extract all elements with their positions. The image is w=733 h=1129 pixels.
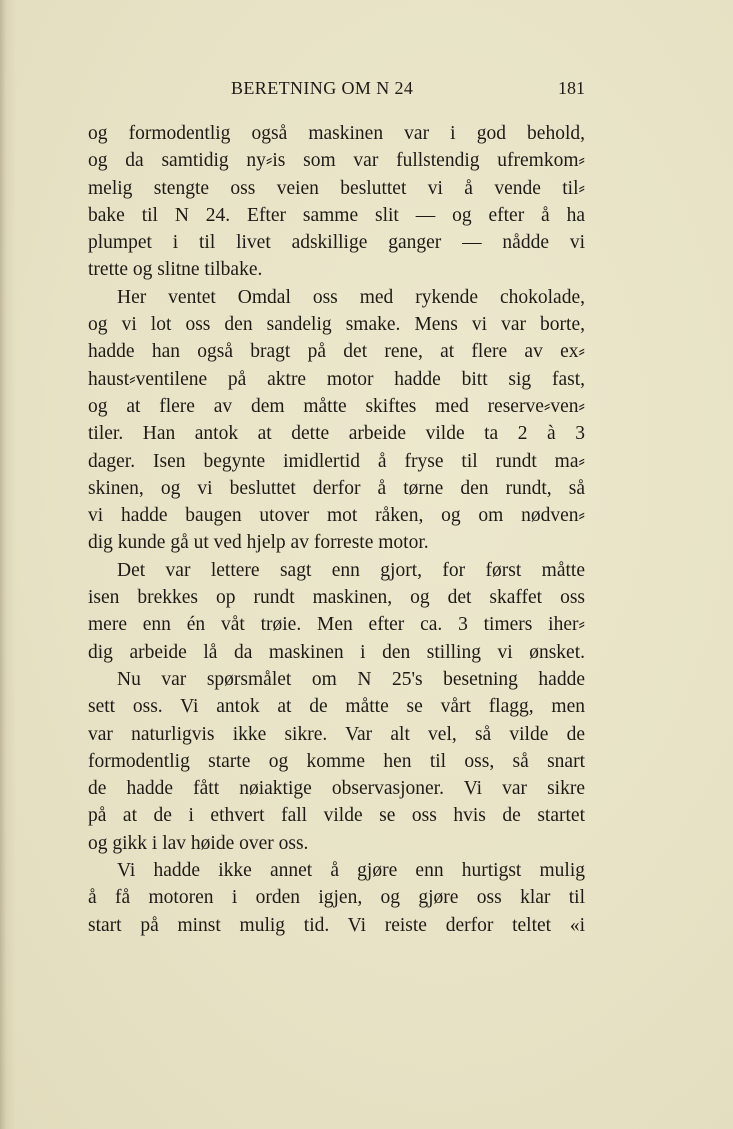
text-line: Nu var spørsmålet om N 25's besetning hadde xyxy=(117,668,585,690)
text-line: trette og slitne tilbake. xyxy=(88,259,263,281)
running-head: BERETNING OM N 24 xyxy=(231,78,414,98)
text-line: melig stengte oss veien besluttet vi å vende til⸗ xyxy=(88,177,585,199)
page-number: 181 xyxy=(558,78,585,98)
text-line: dig arbeide lå da maskinen i den stilling vi ønsket. xyxy=(88,641,585,663)
text-line: Vi hadde ikke annet å gjøre enn hurtigst mulig xyxy=(117,860,585,882)
text-line: de hadde fått nøiaktige observasjoner. Vi var sikre xyxy=(88,778,585,800)
text-line: var naturligvis ikke sikre. Var alt vel, så vilde de xyxy=(88,723,585,745)
text-line: start på minst mulig tid. Vi reiste derfor teltet «i xyxy=(88,914,585,936)
text-line: formodentlig starte og komme hen til oss, så snart xyxy=(88,750,585,772)
text-line: skinen, og vi besluttet derfor å tørne den rundt, så xyxy=(88,477,585,499)
text-line: og gikk i lav høide over oss. xyxy=(88,832,309,854)
text-line: vi hadde baugen utover mot råken, og om nødven⸗ xyxy=(88,505,585,527)
body-text xyxy=(88,120,585,939)
text-line: plumpet i til livet adskillige ganger — nådde vi xyxy=(88,232,585,254)
text-line: dig kunde gå ut ved hjelp av forreste motor. xyxy=(88,532,429,554)
text-line: sett oss. Vi antok at de måtte se vårt flagg, men xyxy=(88,696,585,718)
text-line: haust⸗ventilene på aktre motor hadde bitt sig fast, xyxy=(88,368,585,390)
text-line: å få motoren i orden igjen, og gjøre oss klar til xyxy=(88,887,585,909)
text-line: Her ventet Omdal oss med rykende chokolade, xyxy=(117,286,585,308)
text-line: hadde han også bragt på det rene, at flere av ex⸗ xyxy=(88,341,585,363)
text-line: isen brekkes op rundt maskinen, og det skaffet oss xyxy=(88,587,585,609)
text-line: på at de i ethvert fall vilde se oss hvis de startet xyxy=(88,805,585,827)
text-line: Det var lettere sagt enn gjort, for først måtte xyxy=(117,559,585,581)
text-line: og at flere av dem måtte skiftes med reserve⸗ven⸗ xyxy=(88,395,585,417)
text-line: og formodentlig også maskinen var i god behold, xyxy=(88,123,585,144)
text-line: og vi lot oss den sandelig smake. Mens vi var borte, xyxy=(88,314,585,336)
page-header xyxy=(88,78,585,106)
text-line: mere enn én våt trøie. Men efter ca. 3 timers iher⸗ xyxy=(88,614,585,636)
text-line: tiler. Han antok at dette arbeide vilde ta 2 à 3 xyxy=(88,423,585,445)
text-line: og da samtidig ny⸗is som var fullstendig ufremkom⸗ xyxy=(88,150,585,172)
text-line: bake til N 24. Efter samme slit — og efter å ha xyxy=(88,204,585,226)
text-line: dager. Isen begynte imidlertid å fryse til rundt ma⸗ xyxy=(88,450,585,472)
